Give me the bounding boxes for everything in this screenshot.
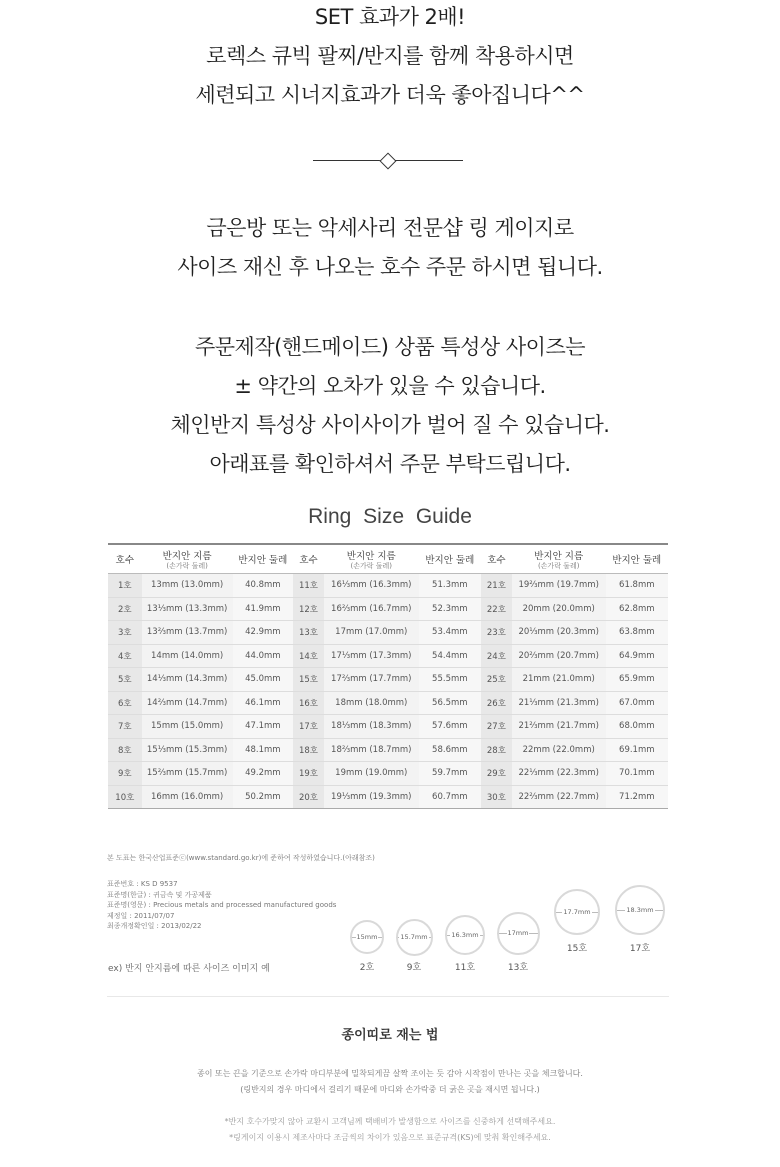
size-number-cell: 2호 (108, 597, 142, 621)
header-ho: 호수 (481, 544, 512, 574)
intro-block-3 (0, 328, 780, 484)
circumference-cell: 62.8mm (606, 597, 668, 621)
ring-size-example (615, 885, 665, 935)
diameter-cell: 17⅔mm (17.7mm) (324, 668, 419, 692)
header-diameter: 반지안 지름 (손가락 둘레) (512, 544, 606, 574)
circumference-cell: 61.8mm (606, 574, 668, 598)
size-number-cell: 30호 (481, 785, 512, 809)
table-row (108, 715, 668, 739)
circumference-cell: 46.1mm (233, 691, 294, 715)
ring-size-example (554, 889, 600, 935)
ring-size-table (108, 543, 668, 809)
standard-source: 본 도표는 한국산업표준ⓒ(www.standard.go.kr)에 준하여 작성하였습니다.(아래참조) (107, 854, 375, 862)
circumference-cell: 59.7mm (419, 762, 481, 786)
size-number-cell: 26호 (481, 691, 512, 715)
size-number-cell: 7호 (108, 715, 142, 739)
size-number-cell: 18호 (293, 738, 324, 762)
size-number-cell: 23호 (481, 621, 512, 645)
standard-line: 최종개정확인일 : 2013/02/22 (107, 922, 202, 930)
diameter-cell: 18⅓mm (18.3mm) (324, 715, 419, 739)
circumference-cell: 71.2mm (606, 785, 668, 809)
divider-ornament (313, 153, 463, 169)
diameter-cell: 21mm (21.0mm) (512, 668, 606, 692)
size-number-cell: 19호 (293, 762, 324, 786)
intro-line: ± 약간의 오차가 있을 수 있습니다. (234, 374, 546, 398)
intro-block-1 (0, 0, 780, 115)
header-diameter: 반지안 지름 (손가락 둘레) (324, 544, 419, 574)
diameter-cell: 17mm (17.0mm) (324, 621, 419, 645)
header-diameter: 반지안 지름 (손가락 둘레) (142, 544, 233, 574)
diameter-cell: 22⅔mm (22.7mm) (512, 785, 606, 809)
size-number-cell: 11호 (293, 574, 324, 598)
header-ho: 호수 (293, 544, 324, 574)
size-number-cell: 5호 (108, 668, 142, 692)
intro-line: 주문제작(핸드메이드) 상품 특성상 사이즈는 (194, 335, 586, 359)
table-row (108, 668, 668, 692)
ring-size-example (396, 919, 433, 956)
size-number-cell: 22호 (481, 597, 512, 621)
size-number-cell: 24호 (481, 644, 512, 668)
size-number-cell: 10호 (108, 785, 142, 809)
diameter-cell: 18mm (18.0mm) (324, 691, 419, 715)
diameter-cell: 16mm (16.0mm) (142, 785, 233, 809)
example-caption: ex) 반지 안지름에 따른 사이즈 이미지 예 (108, 964, 270, 974)
intro-line: 아래표를 확인하셔서 주문 부탁드립니다. (209, 452, 571, 476)
table-row (108, 762, 668, 786)
diameter-cell: 18⅔mm (18.7mm) (324, 738, 419, 762)
diameter-cell: 14⅓mm (14.3mm) (142, 668, 233, 692)
standard-line: 표준번호 : KS D 9537 (107, 880, 178, 888)
size-number-cell: 29호 (481, 762, 512, 786)
paper-desc: 종이 또는 끈을 기준으로 손가락 마디부분에 밀착되게끔 살짝 조이는 듯 감아 시작점이 만나는 곳을 체크합니다. (197, 1069, 583, 1078)
diameter-cell: 16⅓mm (16.3mm) (324, 574, 419, 598)
diameter-cell: 13⅓mm (13.3mm) (142, 597, 233, 621)
ring-diameter-label: 15mm (356, 933, 378, 941)
table-row (108, 597, 668, 621)
circumference-cell: 54.4mm (419, 644, 481, 668)
circumference-cell: 50.2mm (233, 785, 294, 809)
paper-note: *링게이지 이용시 제조사마다 조금씩의 차이가 있음으로 표준규격(KS)에 맞춰 확인해주세요. (229, 1133, 551, 1142)
table-row (108, 644, 668, 668)
size-number-cell: 1호 (108, 574, 142, 598)
ring-size-label: 11호 (454, 963, 476, 973)
circumference-cell: 45.0mm (233, 668, 294, 692)
size-number-cell: 25호 (481, 668, 512, 692)
intro-line: SET 효과가 2배! (314, 5, 466, 29)
size-number-cell: 6호 (108, 691, 142, 715)
ring-size-label: 9호 (406, 963, 422, 973)
diameter-cell: 19⅔mm (19.7mm) (512, 574, 606, 598)
ring-diameter-label: 15.7mm (400, 933, 428, 941)
circumference-cell: 48.1mm (233, 738, 294, 762)
circumference-cell: 65.9mm (606, 668, 668, 692)
size-number-cell: 12호 (293, 597, 324, 621)
table-row (108, 574, 668, 598)
diameter-cell: 20⅔mm (20.7mm) (512, 644, 606, 668)
ring-size-example (350, 920, 384, 954)
table-row (108, 738, 668, 762)
intro-line: 로렉스 큐빅 팔찌/반지를 함께 착용하시면 (206, 44, 574, 68)
ring-size-label: 13호 (507, 963, 529, 973)
diameter-cell: 14⅔mm (14.7mm) (142, 691, 233, 715)
circumference-cell: 67.0mm (606, 691, 668, 715)
header-circumference: 반지안 둘레 (419, 544, 481, 574)
table-row (108, 691, 668, 715)
ring-size-label: 2호 (359, 963, 375, 973)
size-number-cell: 14호 (293, 644, 324, 668)
circumference-cell: 41.9mm (233, 597, 294, 621)
intro-line: 체인반지 특성상 사이사이가 벌어 질 수 있습니다. (170, 413, 610, 437)
circumference-cell: 51.3mm (419, 574, 481, 598)
header-ho: 호수 (108, 544, 142, 574)
diameter-cell: 16⅔mm (16.7mm) (324, 597, 419, 621)
diameter-cell: 14mm (14.0mm) (142, 644, 233, 668)
circumference-cell: 55.5mm (419, 668, 481, 692)
ring-diameter-label: 16.3mm (451, 931, 479, 939)
diameter-cell: 20⅓mm (20.3mm) (512, 621, 606, 645)
intro-line: 사이즈 재신 후 나오는 호수 주문 하시면 됩니다. (177, 255, 603, 279)
section-divider (107, 996, 669, 997)
header-circumference: 반지안 둘레 (606, 544, 668, 574)
standard-line: 표준명(영문) : Precious metals and processed manufactured goods (107, 901, 337, 909)
circumference-cell: 52.3mm (419, 597, 481, 621)
circumference-cell: 69.1mm (606, 738, 668, 762)
circumference-cell: 53.4mm (419, 621, 481, 645)
size-number-cell: 8호 (108, 738, 142, 762)
size-number-cell: 15호 (293, 668, 324, 692)
diameter-cell: 21⅓mm (21.3mm) (512, 691, 606, 715)
diameter-cell: 17⅓mm (17.3mm) (324, 644, 419, 668)
table-row (108, 785, 668, 809)
diameter-cell: 22mm (22.0mm) (512, 738, 606, 762)
circumference-cell: 47.1mm (233, 715, 294, 739)
diameter-cell: 22⅓mm (22.3mm) (512, 762, 606, 786)
ring-size-label: 15호 (566, 944, 588, 954)
table-header-row (108, 544, 668, 574)
diameter-cell: 19⅓mm (19.3mm) (324, 785, 419, 809)
intro-line: 세련되고 시너지효과가 더욱 좋아집니다^^ (195, 83, 585, 107)
size-number-cell: 13호 (293, 621, 324, 645)
ring-size-example (445, 915, 485, 955)
intro-line: 금은방 또는 악세사리 전문샵 링 게이지로 (206, 216, 574, 240)
paper-method-title: 종이띠로 재는 법 (341, 1028, 439, 1043)
ring-size-example (497, 912, 540, 955)
header-circumference: 반지안 둘레 (233, 544, 294, 574)
diameter-cell: 15⅔mm (15.7mm) (142, 762, 233, 786)
circumference-cell: 40.8mm (233, 574, 294, 598)
circumference-cell: 64.9mm (606, 644, 668, 668)
ring-diameter-label: 17mm (507, 929, 529, 937)
standard-line: 표준명(한글) : 귀금속 및 가공제품 (107, 890, 212, 899)
paper-desc: (링반지의 경우 마디에서 걸리기 때문에 마디와 손가락중 더 굵은 곳을 재시면 됩니다.) (240, 1085, 540, 1094)
circumference-cell: 56.5mm (419, 691, 481, 715)
diameter-cell: 15mm (15.0mm) (142, 715, 233, 739)
circumference-cell: 42.9mm (233, 621, 294, 645)
size-number-cell: 3호 (108, 621, 142, 645)
diameter-cell: 19mm (19.0mm) (324, 762, 419, 786)
ring-diameter-label: 18.3mm (626, 906, 654, 914)
circumference-cell: 58.6mm (419, 738, 481, 762)
size-number-cell: 4호 (108, 644, 142, 668)
size-number-cell: 27호 (481, 715, 512, 739)
size-number-cell: 9호 (108, 762, 142, 786)
circumference-cell: 44.0mm (233, 644, 294, 668)
ring-diameter-label: 17.7mm (563, 908, 591, 916)
table-row (108, 621, 668, 645)
circumference-cell: 70.1mm (606, 762, 668, 786)
paper-note: *반지 호수가맞지 않아 교환시 고객님께 택배비가 발생함으로 사이즈를 신중하게 선택해주세요. (224, 1117, 556, 1126)
standard-info (107, 879, 336, 932)
circumference-cell: 49.2mm (233, 762, 294, 786)
size-number-cell: 16호 (293, 691, 324, 715)
ring-size-label: 17호 (629, 944, 651, 954)
standard-line: 제정일 : 2011/07/07 (107, 911, 175, 920)
circumference-cell: 68.0mm (606, 715, 668, 739)
intro-block-2 (0, 209, 780, 287)
size-number-cell: 17호 (293, 715, 324, 739)
size-number-cell: 20호 (293, 785, 324, 809)
size-number-cell: 28호 (481, 738, 512, 762)
circumference-cell: 57.6mm (419, 715, 481, 739)
diameter-cell: 20mm (20.0mm) (512, 597, 606, 621)
diameter-cell: 15⅓mm (15.3mm) (142, 738, 233, 762)
diamond-icon (380, 153, 397, 170)
circumference-cell: 60.7mm (419, 785, 481, 809)
diameter-cell: 13⅔mm (13.7mm) (142, 621, 233, 645)
diameter-cell: 13mm (13.0mm) (142, 574, 233, 598)
diameter-cell: 21⅔mm (21.7mm) (512, 715, 606, 739)
circumference-cell: 63.8mm (606, 621, 668, 645)
size-number-cell: 21호 (481, 574, 512, 598)
ring-size-guide-title: Ring Size Guide (308, 505, 472, 528)
